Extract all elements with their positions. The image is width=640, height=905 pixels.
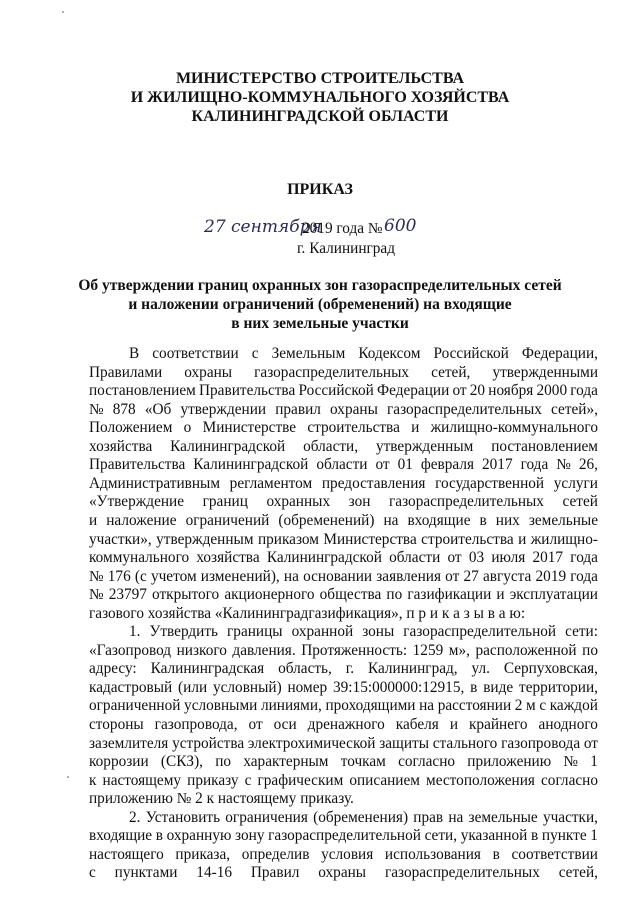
body-word: пунктами — [114, 864, 178, 882]
body-word: Калининградской — [193, 456, 309, 474]
body-text-line — [89, 736, 598, 751]
body-text-line — [89, 865, 598, 880]
body-word: м — [526, 697, 536, 715]
body-word: утверждении — [180, 400, 267, 418]
body-word: указанной — [460, 827, 528, 845]
body-word: каждой — [549, 697, 598, 715]
body-word: кабеля — [395, 716, 439, 733]
body-word: анодного — [538, 716, 598, 733]
body-word: № — [89, 586, 104, 604]
body-text-line — [89, 773, 598, 788]
body-word: давления. — [232, 641, 296, 659]
body-word: границы — [227, 623, 283, 641]
body-text-line — [89, 698, 598, 713]
body-word: номер — [287, 678, 328, 696]
body-word: прав — [413, 808, 444, 826]
body-word: стороны — [89, 716, 144, 733]
body-word: (или — [178, 678, 208, 696]
body-word: Протяженность: — [301, 641, 408, 659]
body-word: ограничения — [225, 808, 308, 826]
body-word: (с — [134, 567, 147, 585]
body-word: Правительства — [89, 456, 186, 474]
body-word: коммунального — [89, 549, 190, 567]
body-word: настоящего — [89, 845, 164, 863]
body-word: (СКЗ), — [160, 753, 203, 771]
ministry-name-line-1: МИНИСТЕРСТВО СТРОИТЕЛЬСТВА — [175, 70, 465, 87]
body-word: по — [386, 586, 403, 604]
body-word: «Газопровод — [89, 641, 172, 659]
body-text-line — [129, 624, 598, 639]
body-word: учетом — [150, 567, 197, 585]
body-word: сетей, — [558, 864, 598, 882]
body-word: расстоянии — [437, 697, 512, 715]
body-text-line — [89, 569, 598, 584]
body-word: № — [89, 400, 104, 418]
body-word: Утвердить — [149, 623, 219, 641]
body-word: правил — [275, 400, 321, 418]
body-word: участки», — [89, 530, 152, 548]
body-word: низкого — [176, 641, 227, 659]
body-word: Установить — [145, 808, 221, 826]
body-word: дренажного — [307, 716, 385, 733]
body-word: устройства — [172, 734, 245, 752]
city-name: г. Калининград — [297, 240, 395, 257]
body-word: Российской — [298, 382, 374, 400]
body-word: условный) — [212, 678, 282, 696]
body-word: и — [496, 586, 505, 604]
body-word: Калининградской — [170, 437, 286, 455]
body-word: и — [449, 716, 458, 733]
body-text-line — [89, 402, 598, 417]
body-word: газопровода — [501, 734, 581, 752]
body-word: 2000 — [536, 382, 568, 400]
body-word: оси — [273, 716, 297, 733]
body-word: области — [316, 456, 368, 474]
body-word: июля — [491, 549, 526, 567]
body-text-line — [89, 532, 598, 547]
body-word: года — [520, 456, 549, 474]
body-word: условными — [184, 697, 258, 715]
body-word: ограничений — [185, 511, 270, 529]
body-word: общества — [319, 586, 382, 604]
body-word: Правил — [250, 864, 300, 882]
body-word: февраля — [420, 456, 475, 474]
body-word: утвержденным — [375, 437, 474, 455]
body-word: по — [582, 641, 598, 659]
body-word: акционерного — [224, 586, 315, 604]
body-word: и — [89, 511, 98, 529]
body-text-line — [89, 439, 598, 454]
body-word: приложению — [467, 753, 552, 771]
body-word: 26, — [578, 456, 598, 474]
date-year-label: 2019 года № — [302, 220, 383, 237]
body-word: ноября — [488, 382, 534, 400]
body-word: с — [539, 697, 547, 715]
body-text-line — [89, 383, 598, 398]
body-word: на — [448, 808, 464, 826]
body-text-line — [89, 847, 598, 862]
body-word: настоящему — [102, 771, 182, 789]
body-word: в — [531, 827, 539, 845]
body-word: утвержденным — [156, 530, 254, 548]
body-word: определив — [241, 845, 310, 863]
ministry-name-line-2: И ЖИЛИЩНО-КОММУНАЛЬНОГО ХОЗЯЙСТВА — [130, 89, 510, 106]
body-word: адресу: — [89, 660, 137, 678]
body-word: № — [556, 456, 571, 474]
body-word: Правительства — [198, 382, 296, 400]
body-word: Административным — [89, 474, 221, 492]
body-word: газораспределительных — [384, 864, 540, 882]
body-text-line — [89, 680, 598, 695]
body-word: коррозии — [89, 753, 149, 771]
body-word: входящие — [407, 511, 471, 529]
body-word: охранных — [266, 493, 331, 511]
body-word: с — [89, 864, 96, 882]
body-word: газопровода, — [154, 716, 238, 733]
body-word: газораспределительных — [387, 400, 542, 418]
body-word: 2017 — [482, 456, 513, 474]
body-word: линиями, — [260, 697, 322, 715]
body-word: области, — [303, 437, 359, 455]
body-word: с — [251, 345, 259, 362]
body-word: жилищно-коммунального — [430, 419, 598, 437]
body-word: 20 — [469, 382, 486, 400]
body-text-line — [89, 643, 598, 658]
body-word: границ — [202, 493, 248, 511]
body-word: охраны — [184, 363, 233, 381]
body-text-line — [129, 346, 598, 361]
body-word: сетей, — [431, 363, 471, 381]
body-word: охраны — [330, 400, 378, 418]
body-word: в — [479, 511, 487, 529]
body-text-line — [89, 828, 598, 843]
body-word: приказу — [187, 771, 239, 789]
body-word: 878 — [112, 400, 136, 418]
body-word: Правилами — [89, 363, 163, 381]
body-word: газораспределительных — [389, 493, 544, 511]
body-text-line — [89, 494, 598, 509]
body-word: 03 — [468, 549, 485, 567]
body-word: сетей», — [551, 400, 598, 418]
body-word: приказа, — [175, 845, 231, 863]
body-text-line — [89, 587, 598, 602]
body-word: от — [375, 456, 390, 474]
body-word: в — [155, 827, 163, 845]
body-word: о — [183, 419, 192, 437]
body-word: газораспределительной — [268, 827, 421, 845]
body-word: услуги — [553, 474, 598, 492]
body-word: В — [129, 345, 140, 362]
body-word: Калининградская — [150, 660, 265, 678]
body-word: хозяйства — [196, 549, 260, 567]
body-word: них — [495, 511, 520, 529]
body-word: соответствии — [511, 845, 598, 863]
body-text-line: газового хозяйства «Калининградгазификация», п р и к а з ы в а ю: — [89, 604, 526, 622]
body-word: года — [570, 382, 598, 400]
body-word: область, — [278, 660, 332, 678]
body-word: охраны — [318, 864, 367, 882]
scan-speck — [62, 11, 64, 13]
body-word: Земельным — [271, 345, 346, 362]
body-text-line — [89, 661, 598, 676]
body-word: «Утверждение — [89, 493, 185, 511]
body-word: от — [583, 734, 598, 752]
body-text-line — [89, 717, 598, 732]
body-word: земельные — [528, 511, 598, 529]
body-word: государственной — [435, 474, 545, 492]
body-word: стального — [432, 734, 498, 752]
order-subject-line-2: и наложении ограничений (обременений) на входящие — [128, 296, 512, 313]
scan-speck — [67, 776, 69, 778]
body-word: графическим — [257, 771, 344, 789]
body-word: от — [452, 382, 467, 400]
body-word: охранной — [291, 623, 354, 641]
body-word: Российской — [433, 345, 509, 362]
body-word: кадастровый — [89, 678, 173, 696]
body-word: августа — [482, 567, 532, 585]
body-word: Калининград, — [368, 660, 458, 678]
body-word: 176 — [107, 567, 131, 585]
body-word: от — [248, 716, 263, 733]
document-type-title: ПРИКАЗ — [287, 181, 353, 198]
body-word: территории, — [519, 678, 598, 696]
body-word: заявления — [376, 567, 441, 585]
body-text-line — [89, 550, 598, 565]
body-word: области — [389, 549, 441, 567]
body-word: 2017 — [532, 549, 564, 567]
body-text-line — [89, 420, 598, 435]
body-word: входящие — [89, 827, 153, 845]
body-word: газораспределительной — [403, 623, 557, 641]
body-word: сети, — [424, 827, 458, 845]
body-word: крайнего — [468, 716, 528, 733]
body-word: 2 — [514, 697, 523, 715]
body-word: на — [283, 567, 299, 585]
body-word: Кодексом — [358, 345, 421, 362]
order-subject-line-1: Об утверждении границ охранных зон газораспределительных сетей — [78, 277, 562, 294]
body-word: по — [215, 753, 232, 771]
body-word: предоставления — [321, 474, 426, 492]
body-word: согласно — [541, 771, 598, 789]
body-text-line — [89, 476, 598, 491]
body-word: расположенной — [475, 641, 577, 659]
body-word: проходящими — [325, 697, 416, 715]
body-word: характерным — [243, 753, 329, 771]
body-word: на — [383, 511, 399, 529]
body-word: от — [447, 549, 462, 567]
body-word: эксплуатации — [509, 586, 598, 604]
body-word: в — [492, 845, 500, 863]
body-word: к — [89, 771, 97, 789]
body-word: ул. — [471, 660, 490, 678]
body-word: охранную — [166, 827, 232, 845]
body-word: наложение — [106, 511, 177, 529]
order-subject-line-3: в них земельные участки — [231, 315, 409, 332]
body-word: Федерации, — [521, 345, 598, 362]
body-word: 2019 — [535, 567, 567, 585]
body-word: заземлителя — [89, 734, 169, 752]
body-word: согласно — [398, 753, 456, 771]
body-word: № — [89, 567, 104, 585]
body-word: открытого — [152, 586, 220, 604]
body-word: 27 — [463, 567, 479, 585]
body-text-line — [129, 810, 598, 825]
body-word: «Об — [144, 400, 172, 418]
body-text-line — [89, 365, 598, 380]
body-word: виде — [483, 678, 514, 696]
ministry-name-line-3: КАЛИНИНГРАДСКОЙ ОБЛАСТИ — [191, 108, 449, 125]
body-word: жилищно- — [530, 530, 598, 548]
body-text-line: приложению № 2 к настоящему приказу. — [89, 790, 354, 808]
body-word: местоположения — [426, 771, 535, 789]
body-word: сетей — [562, 493, 598, 511]
body-word: (обременения) — [313, 808, 409, 826]
body-word: м», — [448, 641, 470, 659]
handwritten-order-number: 600 — [384, 216, 417, 236]
body-word: г. — [345, 660, 355, 678]
body-word: использования — [384, 845, 481, 863]
body-word: газификации — [407, 586, 492, 604]
body-word: приказом — [257, 530, 319, 548]
body-word: года — [570, 567, 598, 585]
body-word: ограниченной — [89, 697, 181, 715]
body-word: Калининградской — [266, 549, 382, 567]
body-word: в — [470, 678, 478, 696]
body-word: точкам — [340, 753, 386, 771]
body-word: (обременений) — [278, 511, 375, 529]
body-word: земельные — [468, 808, 538, 826]
body-word: строительства — [307, 419, 400, 437]
body-word: Серпуховская, — [503, 660, 598, 678]
body-word: 1 — [590, 753, 598, 771]
body-word: зон — [348, 493, 371, 511]
body-word: основании — [303, 567, 373, 585]
body-word: 1. — [129, 623, 141, 641]
body-word: Федерации — [377, 382, 450, 400]
body-word: электрохимической — [247, 734, 376, 752]
body-word: утвержденными — [492, 363, 598, 381]
body-word: и — [518, 530, 527, 548]
body-word: 1259 — [412, 641, 444, 659]
body-word: и — [411, 419, 420, 437]
body-word: на — [419, 697, 435, 715]
body-word: Министерства — [323, 530, 417, 548]
body-word: условия — [321, 845, 374, 863]
body-word: соответствии — [152, 345, 239, 362]
body-word: регламентом — [229, 474, 313, 492]
body-word: постановлением — [89, 382, 196, 400]
body-word: с — [244, 771, 252, 789]
body-word: постановлением — [491, 437, 598, 455]
body-word: от — [445, 567, 460, 585]
body-word: 14-16 — [196, 864, 232, 882]
body-word: изменений), — [200, 567, 280, 585]
body-word: 1 — [590, 827, 598, 845]
body-word: 23797 — [108, 586, 147, 604]
body-word: строительства — [421, 530, 514, 548]
body-word: № — [563, 753, 579, 771]
handwritten-date: 27 сентября — [204, 217, 322, 237]
body-text-line — [89, 754, 598, 769]
body-word: участки, — [542, 808, 598, 826]
body-word: хозяйства — [89, 437, 153, 455]
body-word: газораспределительных — [254, 363, 410, 381]
body-word: пункте — [541, 827, 587, 845]
body-word: 2. — [129, 808, 141, 826]
body-word: сети: — [565, 623, 598, 641]
body-text-line — [89, 513, 598, 528]
body-word: зоны — [362, 623, 395, 641]
body-word: года — [570, 549, 598, 567]
body-word: Министерстве — [202, 419, 297, 437]
body-word: защиты — [379, 734, 429, 752]
body-word: 39:15:000000:12915, — [333, 678, 465, 696]
body-text-line — [89, 457, 598, 472]
body-word: описанием — [349, 771, 420, 789]
body-word: 01 — [397, 456, 413, 474]
body-word: Положением — [89, 419, 173, 437]
body-word: зону — [235, 827, 265, 845]
